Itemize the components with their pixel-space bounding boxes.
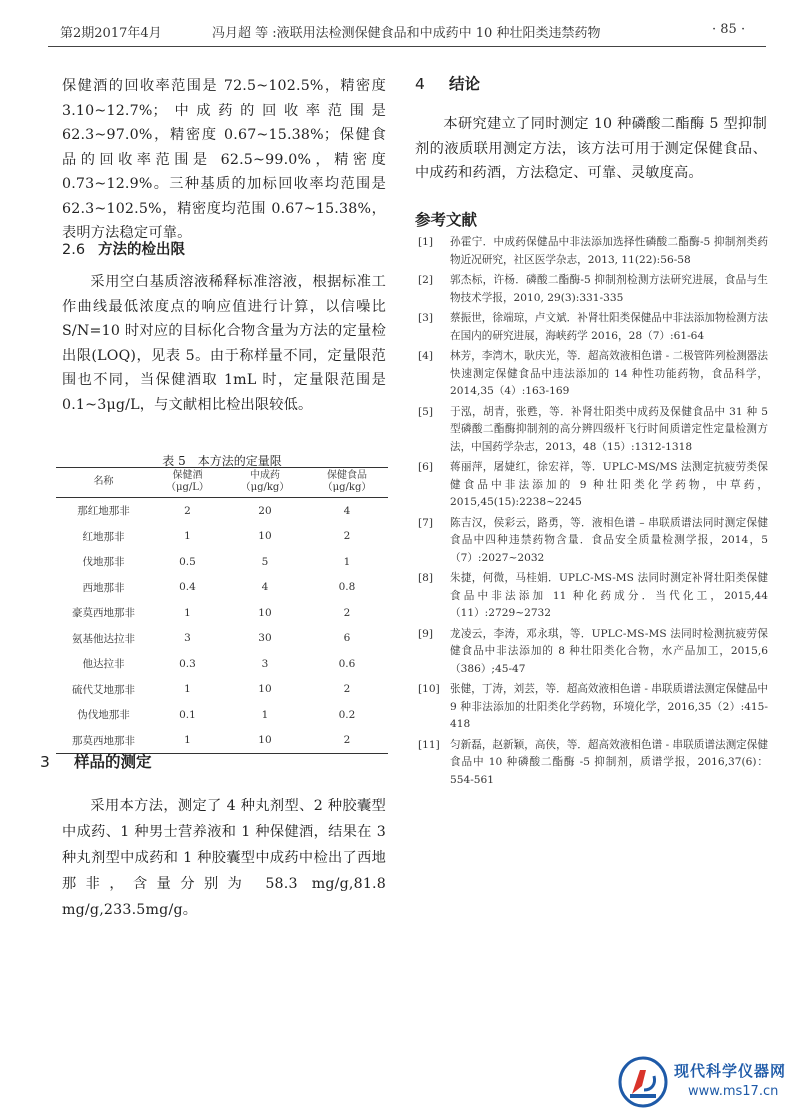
table-row <box>56 575 388 601</box>
reference-item <box>418 570 768 623</box>
reference-text: 张健，丁涛，刘芸，等．超高效液相色谱 - 串联质谱法测定保健品中 9 种非法添加的壮阳类化学药物，环境化学，2016,35（2）:415-418 <box>450 683 768 730</box>
page-number: · 85 · <box>712 22 746 37</box>
table-row <box>56 600 388 626</box>
reference-text: 孙霍宁．中成药保健品中非法添加选择性磷酸二酯酶-5 抑制剂类药物近况研究，社区医学杂志，2013, 11(22):56-58 <box>450 236 768 266</box>
table-5-title: 表 5 本方法的定量限 <box>162 454 282 468</box>
loq-value-cell: 0.4 <box>179 581 196 594</box>
loq-value-cell: 4 <box>343 504 351 517</box>
column-header-wine: 保健酒 （μg/L） <box>151 468 224 498</box>
reference-number: [1] <box>418 236 434 248</box>
reference-number: [2] <box>418 274 434 286</box>
section-number: 2.6 <box>62 242 86 258</box>
loq-value-cell: 2 <box>184 504 191 517</box>
reference-number: [6] <box>418 461 434 473</box>
reference-item <box>418 459 768 512</box>
section-4-heading <box>415 72 480 94</box>
reference-text: 林芳，李湾木，耿庆光，等．超高效液相色谱 - 二极管阵列检测器法快速测定保健食品中违法添加的 14 种性功能药物，食品科学，2014,35（4）:163-169 <box>450 350 768 397</box>
loq-value-cell: 1 <box>184 683 191 696</box>
loq-value-cell: 5 <box>261 555 269 568</box>
loq-value-cell: 10 <box>258 683 272 696</box>
reference-number: [9] <box>418 627 434 640</box>
section-2-6-heading <box>62 238 185 259</box>
table-5 <box>56 467 388 754</box>
reference-text: 郭杰标，许杨．磷酸二酯酶-5 抑制剂检测方法研究进展，食品与生物技术学报，2010, 29(3):331-335 <box>450 274 768 304</box>
reference-item <box>418 681 768 734</box>
header-rule <box>48 46 766 47</box>
reference-item <box>418 515 768 568</box>
loq-value-cell: 0.5 <box>179 555 196 568</box>
reference-item <box>418 310 768 345</box>
reference-item <box>418 626 768 679</box>
compound-name-cell: 那红地那非 <box>77 505 130 518</box>
table-row <box>56 702 388 728</box>
compound-name-cell: 硫代艾地那非 <box>72 683 135 696</box>
compound-name-cell: 伐地那非 <box>82 556 125 569</box>
compound-name-cell: 他达拉非 <box>82 658 125 671</box>
table-row <box>56 498 388 524</box>
loq-value-cell: 1 <box>261 708 269 721</box>
reference-text: 于泓，胡青，张甦，等．补肾壮阳类中成药及保健食品中 31 种 5 型磷酸二酯酶抑制剂的高分辨四级杆飞行时间质谱定性定量检测方法，中国药学杂志，2013，48（15）:1312-1318 <box>450 405 768 453</box>
conclusion-paragraph: 本研究建立了同时测定 10 种磷酸二酯酶 5 型抑制剂的液质联用测定方法，该方法可用于测定保健食品、中成药和药酒，方法稳定、可靠、灵敏度高。 <box>415 116 767 181</box>
recovery-paragraph: 保健酒的回收率范围是 72.5~102.5%，精密度 3.10~12.7%；中成药的回收率范围是 62.3~97.0%，精密度 0.67~15.38%；保健食品的回收率范围是 62.5~99.0%，精密度 0.73~12.9%。三种基质的加标回收率均范围是 62.3~102.5%，精密度均范围 0.67~15.38%，表明方法稳定可靠。 <box>62 78 386 241</box>
loq-value-cell: 6 <box>343 632 351 645</box>
running-title: 冯月超 等 :液联用法检测保健食品和中成药中 10 种壮阳类违禁药物 <box>212 26 601 41</box>
section-number: 4 <box>415 75 425 93</box>
compound-name-cell: 那莫西地那非 <box>56 728 151 754</box>
table-row <box>56 626 388 652</box>
compound-name-cell: 氨基他达拉非 <box>72 632 135 645</box>
column-header-tcm: 中成药 （μg/kg） <box>224 468 306 498</box>
loq-value-cell: 0.8 <box>338 581 356 594</box>
section-title: 样品的测定 <box>74 753 152 771</box>
microscope-logo-icon <box>618 1056 668 1108</box>
reference-number: [4] <box>418 350 434 362</box>
loq-value-cell: 10 <box>258 606 272 619</box>
reference-text: 匀新磊，赵新颖，高侠，等．超高效液相色谱 - 串联质谱法测定保健食品中 10 种磷酸二酯酶 -5 抑制剂，质谱学报，2016,37(6)：554-561 <box>450 738 768 786</box>
section-3-heading <box>40 750 152 772</box>
reference-text: 朱捷，何微，马桂娟．UPLC-MS-MS 法同时测定补肾壮阳类保健食品中非法添加 11 种化药成分．当代化工，2015,44（11）:2729~2732 <box>450 572 768 619</box>
loq-value-cell: 1 <box>184 606 191 619</box>
loq-value-cell: 30 <box>258 632 272 645</box>
loq-value-cell: 4 <box>261 581 269 594</box>
reference-number: [3] <box>418 312 434 324</box>
loq-value-cell: 2 <box>306 728 388 754</box>
reference-item <box>418 404 768 457</box>
reference-text: 陈吉汉，侯彩云，路勇，等．液相色谱 – 串联质谱法同时测定保健食品中四种违禁药物含量．食品安全质量检测学报，2014，5（7）:2027~2032 <box>450 516 768 564</box>
reference-text: 蔡振世，徐端琼，卢文斌．补肾壮阳类保健品中非法添加物检测方法在国内的研究进展，海峡药学 2016，28（7）:61-64 <box>450 312 768 342</box>
reference-text: 蒋丽萍，屠婕红，徐宏祥，等．UPLC-MS/MS 法测定抗疲劳类保健食品中非法添加的 9 种壮阳类化学药物，中草药，2015,45(15):2238~2245 <box>450 461 768 508</box>
journal-issue: 第2期2017年4月 <box>60 26 162 41</box>
loq-value-cell: 10 <box>224 728 306 754</box>
table-row <box>56 677 388 703</box>
reference-item <box>418 348 768 401</box>
loq-value-cell: 1 <box>343 555 351 568</box>
loq-value-cell: 1 <box>151 728 224 754</box>
reference-item <box>418 272 768 307</box>
loq-value-cell: 0.2 <box>338 708 356 721</box>
loq-value-cell: 2 <box>343 530 351 543</box>
table-row <box>56 524 388 550</box>
loq-value-cell: 3 <box>184 632 191 645</box>
loq-value-cell: 2 <box>343 606 351 619</box>
loq-value-cell: 10 <box>258 530 272 543</box>
reference-item <box>418 737 768 790</box>
reference-number: [10] <box>418 683 440 695</box>
references-list <box>418 234 768 792</box>
watermark-url: www.ms17.cn <box>688 1084 779 1099</box>
reference-number: [8] <box>418 572 434 584</box>
loq-value-cell: 0.6 <box>338 657 356 670</box>
reference-number: [7] <box>418 516 434 529</box>
compound-name-cell: 红地那非 <box>82 530 125 543</box>
sample-paragraph: 采用本方法，测定了 4 种丸剂型、2 种胶囊型中成药、1 种男士营养液和 1 种保健酒，结果在 3 种丸剂型中成药和 1 种胶囊型中成药中检出了西地那非，含量分别为 58.3 mg/g,81.8 mg/g,233.5mg/g。 <box>62 798 386 918</box>
watermark-site-name: 现代科学仪器网 <box>674 1062 787 1080</box>
reference-text: 龙凌云，李涛，邓永琪，等．UPLC-MS-MS 法同时检测抗疲劳保健食品中非法添加的 8 种壮阳类化合物，水产品加工，2015,6（386）;45-47 <box>450 627 768 675</box>
section-number: 3 <box>40 753 50 771</box>
table-row <box>56 549 388 575</box>
compound-name-cell: 豪莫西地那非 <box>72 607 135 620</box>
loq-paragraph: 采用空白基质溶液稀释标准溶液，根据标准工作曲线最低浓度点的响应值进行计算，以信噪比 S/N=10 时对应的目标化合物含量为方法的定量检出限(LOQ)，见表 5。由于称样量不同，定量限范围也不同，当保健酒取 1mL 时，定量限范围是 0.1~3μg/L，与文献相比检出限较低。 <box>62 274 386 413</box>
loq-value-cell: 0.1 <box>179 708 196 721</box>
reference-number: [5] <box>418 405 434 418</box>
loq-value-cell: 2 <box>343 683 351 696</box>
site-watermark <box>618 1052 798 1112</box>
column-header-food: 保健食品 （μg/kg） <box>306 468 388 498</box>
reference-item <box>418 234 768 269</box>
compound-name-cell: 伪伐地那非 <box>77 709 130 722</box>
loq-value-cell: 0.3 <box>179 657 196 670</box>
loq-value-cell: 1 <box>184 530 191 543</box>
loq-value-cell: 3 <box>261 657 269 670</box>
section-title: 结论 <box>449 75 481 93</box>
table-row <box>56 651 388 677</box>
references-heading: 参考文献 <box>415 211 478 229</box>
section-title: 方法的检出限 <box>98 242 185 258</box>
loq-value-cell: 20 <box>258 504 272 517</box>
reference-number: [11] <box>418 738 440 751</box>
compound-name-cell: 西地那非 <box>82 581 125 594</box>
column-header-name: 名称 <box>56 468 151 498</box>
